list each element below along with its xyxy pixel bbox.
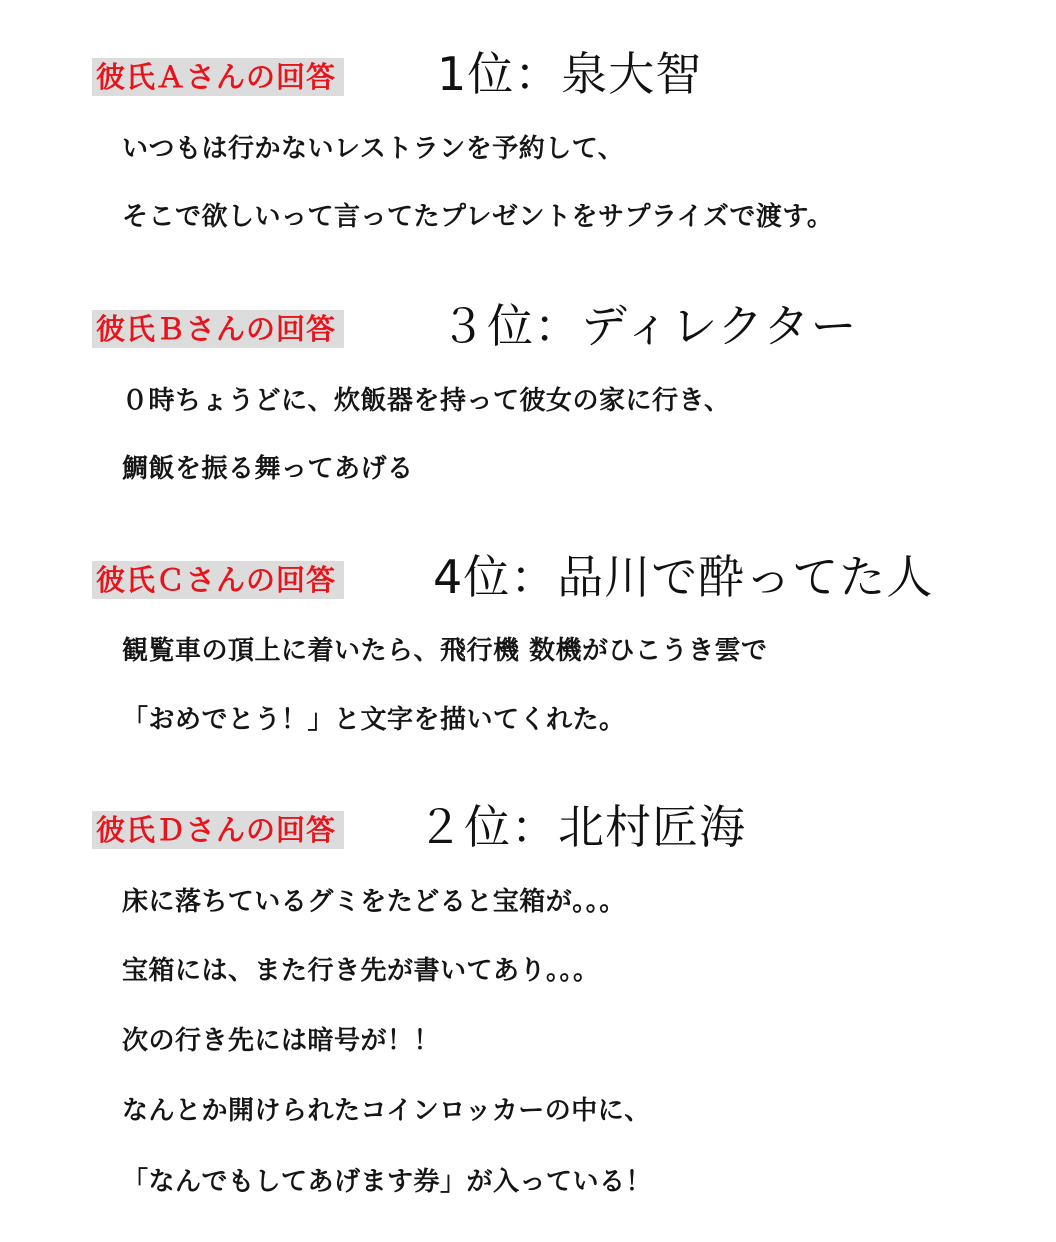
answer-tag: 彼氏Ｂさんの回答 [92,310,344,348]
answer-line: 観覧車の頂上に着いたら、飛行機 数機がひこうき雲で [122,636,768,666]
answer-line: いつもは行かないレストランを予約して、 [122,134,625,164]
rank-label: 1位：泉大智 [437,47,703,101]
answer-line: 次の行き先には暗号が！！ [122,1026,441,1056]
rank-label: ２位：北村匠海 [417,800,746,854]
answer-tag: 彼氏Ｄさんの回答 [92,811,344,849]
rank-label: ３位：ディレクター [440,299,858,353]
answer-line: 宝箱には、また行き先が書いてあり。。。 [122,956,600,986]
answer-line: そこで欲しいって言ってたプレゼントをサプライズで渡す。 [122,202,834,232]
answer-line: 床に落ちているグミをたどると宝箱が。。。 [122,887,626,917]
answer-line: 「おめでとう！」と文字を描いてくれた。 [122,705,626,735]
rank-label: 4位：品川で酔ってた人 [433,550,934,604]
answer-line: 「なんでもしてあげます券」が入っている！ [122,1167,653,1197]
answer-tag: 彼氏Ａさんの回答 [92,58,344,96]
answer-line: 鯛飯を振る舞ってあげる [122,454,414,484]
answer-line: なんとか開けられたコインロッカーの中に、 [122,1096,651,1126]
answer-tag: 彼氏Ｃさんの回答 [92,561,344,599]
answer-line: ０時ちょうどに、炊飯器を持って彼女の家に行き、 [122,386,731,416]
